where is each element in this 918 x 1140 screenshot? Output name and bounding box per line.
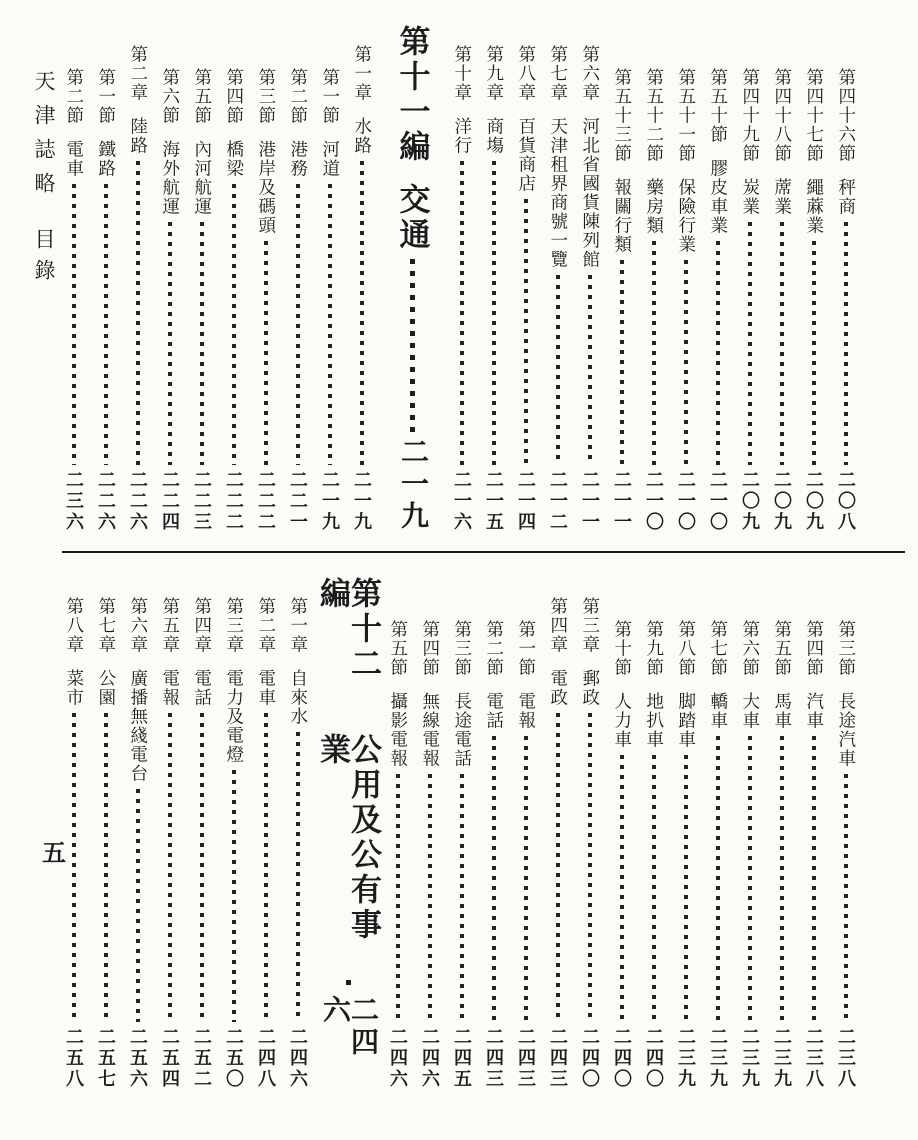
page-number: 二五〇: [224, 1027, 244, 1090]
entry-title: 自來水: [288, 669, 309, 726]
toc-entry: [186, 25, 218, 533]
dot-leader: [620, 260, 624, 465]
entry-title: 公用及公有事業: [315, 732, 381, 943]
entry-title: 廣播無綫電台: [128, 669, 149, 783]
entry-label: 第五節: [388, 620, 409, 677]
toc-entry: [702, 25, 734, 533]
toc-entry: [346, 25, 378, 533]
toc-entry: [766, 577, 798, 1090]
toc-entry: [315, 577, 381, 1090]
entry-title: 公園: [96, 669, 117, 707]
entry-label: 第八章: [64, 597, 85, 654]
dot-leader: [104, 713, 108, 1022]
page-number: 二四〇: [644, 1027, 664, 1090]
dot-leader: [72, 184, 76, 465]
entry-title: 報關行類: [612, 178, 633, 254]
toc-entry: [186, 577, 218, 1090]
page-number: 二四六: [319, 995, 378, 1060]
entry-label: 第三章: [224, 597, 245, 654]
page-number: 二四六: [388, 1027, 408, 1090]
entry-title: 電車: [256, 669, 277, 707]
entry-title: 河北省國貨陳列館: [580, 117, 601, 269]
entry-title: 電話: [484, 692, 505, 730]
toc-band-volume-12: [64, 577, 862, 1090]
entry-label: 第三節: [836, 620, 857, 677]
dot-leader: [346, 980, 351, 990]
toc-entry: [250, 25, 282, 533]
toc-entry: [574, 25, 606, 533]
toc-entry: [314, 25, 346, 533]
entry-label: 第十節: [612, 620, 633, 677]
entry-title: 秤商: [836, 178, 857, 216]
entry-title: 交通: [394, 183, 430, 253]
dot-leader: [104, 184, 108, 465]
entry-label: 第九節: [644, 620, 665, 677]
entry-label: 第四節: [224, 68, 245, 125]
page-number: 二一一: [580, 470, 600, 533]
toc-entry: [734, 577, 766, 1090]
entry-title: 洋行: [452, 117, 473, 155]
dot-leader: [844, 222, 848, 465]
toc-entry: [90, 577, 122, 1090]
dot-leader: [296, 732, 300, 1022]
dot-leader: [684, 260, 688, 465]
entry-label: 第四十九節: [740, 68, 761, 163]
entry-title: 長途電話: [452, 692, 473, 768]
entry-title: 內河航運: [192, 140, 213, 216]
dot-leader: [396, 774, 400, 1022]
page-number: 二二四: [160, 470, 180, 533]
dot-leader: [168, 222, 172, 465]
entry-label: 第四十八節: [772, 68, 793, 163]
toc-entry: [734, 25, 766, 533]
toc-entry: [798, 577, 830, 1090]
page-number: 二四〇: [612, 1027, 632, 1090]
dot-leader: [652, 241, 656, 465]
dot-leader: [410, 259, 415, 432]
dot-leader: [812, 736, 816, 1022]
entry-title: 電力及電燈: [224, 669, 245, 764]
page-number: 二二一: [288, 470, 308, 533]
toc-entry: [250, 577, 282, 1090]
page-number: 二五八: [64, 1027, 84, 1090]
page-number: 二四三: [516, 1027, 536, 1090]
page-number: 二一一: [612, 470, 632, 533]
toc-entry: [798, 25, 830, 533]
entry-label: 第一節: [516, 620, 537, 677]
dot-leader: [232, 184, 236, 465]
entry-label: 第六節: [160, 68, 181, 125]
dot-leader: [168, 713, 172, 1022]
dot-leader: [620, 755, 624, 1022]
toc-entry: [58, 25, 90, 533]
entry-label: 第五十二節: [644, 68, 665, 163]
entry-title: 河道: [320, 140, 341, 178]
entry-title: 保險行業: [676, 178, 697, 254]
page-number: 二〇八: [836, 470, 856, 533]
page-number: 二〇九: [740, 470, 760, 533]
entry-label: 第一節: [320, 68, 341, 125]
toc-entry: [414, 577, 446, 1090]
page-number: 二三八: [836, 1027, 856, 1090]
toc-entry: [606, 577, 638, 1090]
entry-title: 郵政: [580, 669, 601, 707]
entry-label: 第四節: [420, 620, 441, 677]
page-number: 二五六: [128, 1027, 148, 1090]
page-number: 二四六: [420, 1027, 440, 1090]
page-number: 二五二: [192, 1027, 212, 1090]
entry-title: 繩蔴業: [804, 178, 825, 235]
page-number: 二三六: [64, 470, 84, 533]
toc-entry: [670, 577, 702, 1090]
entry-label: 第六節: [740, 620, 761, 677]
entry-label: 第二節: [64, 68, 85, 125]
entry-label: 第五章: [160, 597, 181, 654]
dot-leader: [652, 755, 656, 1022]
dot-leader: [748, 736, 752, 1022]
dot-leader: [492, 161, 496, 465]
dot-leader: [428, 774, 432, 1022]
entry-title: 無線電報: [420, 692, 441, 768]
dot-leader: [460, 161, 464, 465]
entry-label: 第四十六節: [836, 68, 857, 163]
entry-label: 第二章: [256, 597, 277, 654]
toc-entry: [478, 577, 510, 1090]
toc-entry: [446, 577, 478, 1090]
toc-entry: [766, 25, 798, 533]
dot-leader: [232, 770, 236, 1022]
toc-entry: [382, 577, 414, 1090]
dot-leader: [588, 275, 592, 465]
toc-entry: [218, 25, 250, 533]
divider-rule: [62, 551, 905, 553]
page-number: 二四三: [548, 1027, 568, 1090]
page-number: 二四五: [452, 1027, 472, 1090]
entry-label: 第七章: [96, 597, 117, 654]
entry-title: 大車: [740, 692, 761, 730]
entry-title: 陸路: [128, 117, 149, 155]
dot-leader: [136, 789, 140, 1022]
toc-entry: [446, 25, 478, 533]
entry-label: 第三章: [580, 597, 601, 654]
dot-leader: [200, 222, 204, 465]
toc-entry: [830, 25, 862, 533]
toc-entry: [282, 577, 314, 1090]
dot-leader: [264, 241, 268, 465]
entry-title: 攝影電報: [388, 692, 409, 768]
entry-title: 港岸及碼頭: [256, 140, 277, 235]
entry-label: 第一節: [96, 68, 117, 125]
entry-label: 第五十三節: [612, 68, 633, 163]
entry-title: 馬車: [772, 692, 793, 730]
toc-entry: [122, 25, 154, 533]
dot-leader: [556, 713, 560, 1022]
entry-label: 第二節: [484, 620, 505, 677]
page-number: 二三九: [740, 1027, 760, 1090]
entry-label: 第十二編: [315, 577, 381, 682]
entry-label: 第四十七節: [804, 68, 825, 163]
entry-title: 炭業: [740, 178, 761, 216]
entry-title: 菜市: [64, 669, 85, 707]
entry-label: 第七節: [708, 620, 729, 677]
page-number: 二二二: [256, 470, 276, 533]
page-number: 二一四: [516, 470, 536, 533]
page-number: 二三九: [676, 1027, 696, 1090]
toc-entry: [542, 25, 574, 533]
entry-title: 電車: [64, 140, 85, 178]
entry-title: 藥房類: [644, 178, 665, 235]
dot-leader: [748, 222, 752, 465]
toc-entry: [574, 577, 606, 1090]
entry-title: 電報: [160, 669, 181, 707]
page-number: 二一五: [484, 470, 504, 533]
toc-entry: [670, 25, 702, 533]
entry-title: 電報: [516, 692, 537, 730]
page-number: 二一六: [452, 470, 472, 533]
entry-title: 長途汽車: [836, 692, 857, 768]
page-number: 二〇九: [772, 470, 792, 533]
entry-title: 鐵路: [96, 140, 117, 178]
dot-leader: [200, 713, 204, 1022]
entry-title: 地扒車: [644, 692, 665, 749]
toc-band-volume-11: [64, 25, 862, 533]
dot-leader: [328, 184, 332, 465]
entry-label: 第五節: [192, 68, 213, 125]
entry-title: 人力車: [612, 692, 633, 749]
toc-entry: [638, 577, 670, 1090]
page-number: 二四八: [256, 1027, 276, 1090]
entry-label: 第六章: [128, 597, 149, 654]
toc-entry: [384, 25, 440, 533]
entry-label: 第一章: [352, 45, 373, 102]
page-number: 二二六: [128, 470, 148, 533]
dot-leader: [72, 713, 76, 1022]
dot-leader: [716, 241, 720, 465]
entry-label: 第六章: [580, 45, 601, 102]
toc-entry: [282, 25, 314, 533]
entry-title: 脚踏車: [676, 692, 697, 749]
dot-leader: [460, 774, 464, 1022]
toc-entry: [58, 577, 90, 1090]
page-number: 二二二: [224, 470, 244, 533]
dot-leader: [780, 736, 784, 1022]
toc-entry: [154, 577, 186, 1090]
toc-entry: [702, 577, 734, 1090]
dot-leader: [556, 275, 560, 465]
entry-title: 膠皮車業: [708, 159, 729, 235]
entry-title: 海外航運: [160, 140, 181, 216]
entry-title: 橋梁: [224, 140, 245, 178]
entry-label: 第十章: [452, 45, 473, 102]
page-number: 二一二: [548, 470, 568, 533]
page-number: 二三九: [708, 1027, 728, 1090]
entry-title: 電話: [192, 669, 213, 707]
entry-label: 第一章: [288, 597, 309, 654]
dot-leader: [264, 713, 268, 1022]
entry-title: 港務: [288, 140, 309, 178]
book-title: 天津誌略: [32, 70, 56, 206]
toc-entry: [606, 25, 638, 533]
dot-leader: [780, 222, 784, 465]
dot-leader: [716, 736, 720, 1022]
entry-label: 第五十一節: [676, 68, 697, 163]
toc-entry: [122, 577, 154, 1090]
entry-label: 第八章: [516, 45, 537, 102]
page-number: 二一九: [320, 470, 340, 533]
entry-label: 第七章: [548, 45, 569, 102]
toc-entry: [510, 25, 542, 533]
toc-entry: [478, 25, 510, 533]
page-number: 二四三: [484, 1027, 504, 1090]
entry-label: 第三節: [452, 620, 473, 677]
toc-entry: [638, 25, 670, 533]
entry-label: 第二章: [128, 45, 149, 102]
entry-label: 第四節: [804, 620, 825, 677]
entry-label: 第三節: [256, 68, 277, 125]
entry-label: 第八節: [676, 620, 697, 677]
entry-label: 第五十節: [708, 68, 729, 144]
page-number: 二一〇: [644, 470, 664, 533]
toc-label: 目錄: [32, 228, 56, 290]
page-number: 二四〇: [580, 1027, 600, 1090]
page-number: 二二三: [192, 470, 212, 533]
toc-entry: [218, 577, 250, 1090]
entry-label: 第四章: [192, 597, 213, 654]
entry-title: 電政: [548, 669, 569, 707]
toc-entry: [154, 25, 186, 533]
entry-title: 汽車: [804, 692, 825, 730]
entry-title: 水路: [352, 117, 373, 155]
entry-label: 第四章: [548, 597, 569, 654]
dot-leader: [684, 755, 688, 1022]
page-number: 二一九: [397, 437, 428, 533]
dot-leader: [492, 736, 496, 1022]
dot-leader: [812, 241, 816, 465]
entry-title: 天津租界商號一覽: [548, 117, 569, 269]
dot-leader: [296, 184, 300, 465]
entry-label: 第九章: [484, 45, 505, 102]
page-number: 二一九: [352, 470, 372, 533]
dot-leader: [844, 774, 848, 1022]
entry-label: 第二節: [288, 68, 309, 125]
page-number: 二五七: [96, 1027, 116, 1090]
dot-leader: [524, 736, 528, 1022]
toc-entry: [90, 25, 122, 533]
entry-title: 轎車: [708, 692, 729, 730]
entry-title: 百貨商店: [516, 117, 537, 193]
page-number: 二一〇: [676, 470, 696, 533]
folio-page-number: 五: [42, 841, 66, 867]
entry-title: 商塲: [484, 117, 505, 155]
entry-label: 第十一編: [394, 25, 430, 165]
dot-leader: [360, 161, 364, 465]
dot-leader: [588, 713, 592, 1022]
toc-entry: [830, 577, 862, 1090]
page-number: 二〇九: [804, 470, 824, 533]
toc-entry: [510, 577, 542, 1090]
entry-label: 第五節: [772, 620, 793, 677]
page-number: 二五四: [160, 1027, 180, 1090]
entry-title: 蓆業: [772, 178, 793, 216]
page-number: 二三九: [772, 1027, 792, 1090]
page-number: 二四六: [288, 1027, 308, 1090]
page-number: 二一〇: [708, 470, 728, 533]
page-number: 二二六: [96, 470, 116, 533]
dot-leader: [136, 161, 140, 465]
page-number: 二三八: [804, 1027, 824, 1090]
dot-leader: [524, 199, 528, 465]
toc-entry: [542, 577, 574, 1090]
